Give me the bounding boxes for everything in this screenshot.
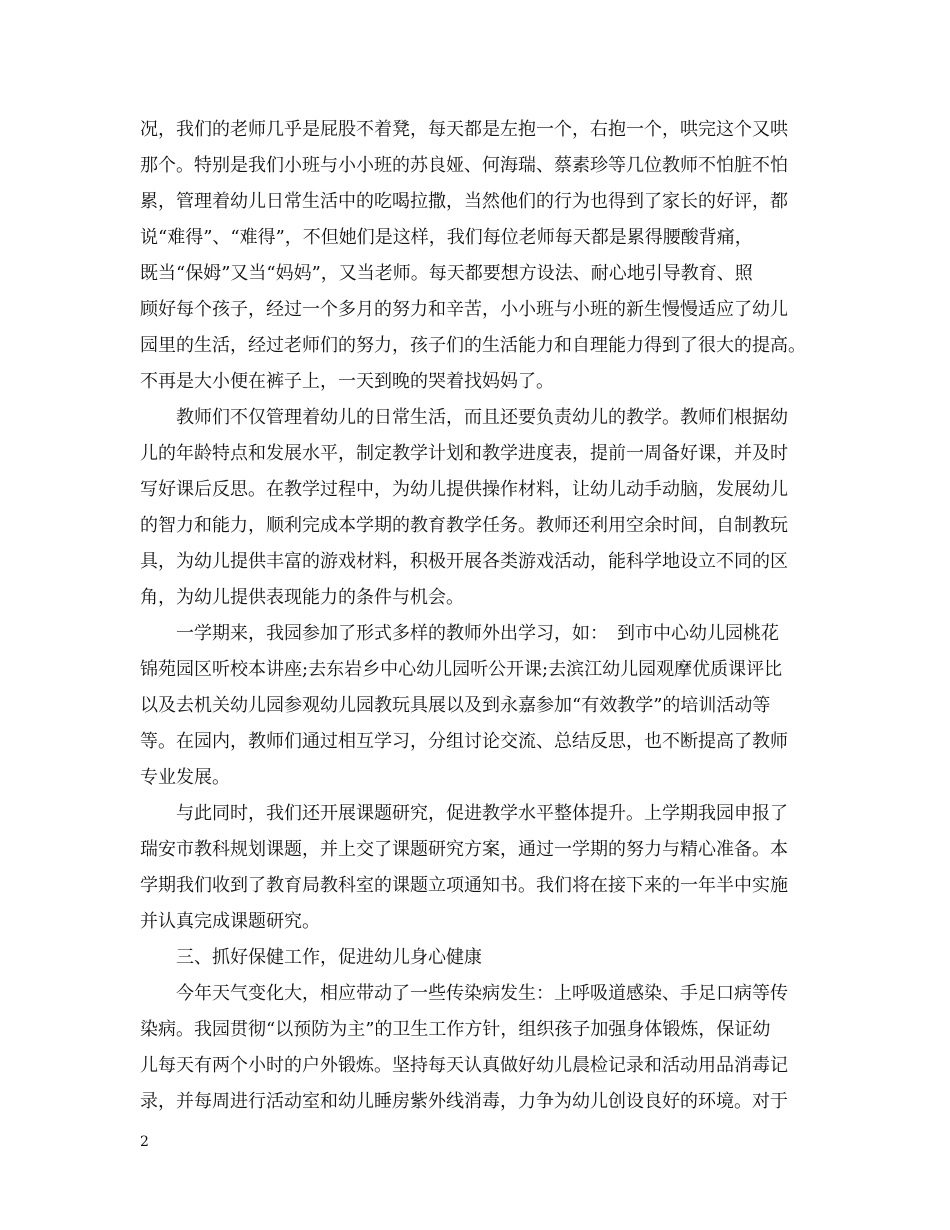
paragraph-start-line: 与此同时，我们还开展课题研究，促进教学水平整体提升。上学期我园申报了	[176, 803, 788, 824]
text-line: 儿的年龄特点和发展水平，制定教学计划和教学进度表，提前一周备好课，并及时	[140, 443, 788, 464]
text-line: 录，并每周进行活动室和幼儿睡房紫外线消毒，力争为幼儿创设良好的环境。对于	[140, 1091, 788, 1112]
text-line: 写好课后反思。在教学过程中，为幼儿提供操作材料，让幼儿动手动脑，发展幼儿	[140, 479, 788, 500]
page-number: 2	[140, 1134, 149, 1150]
text-line: 累，管理着幼儿日常生活中的吃喝拉撒，当然他们的行为也得到了家长的好评，都	[140, 191, 788, 212]
text-line: 瑞安市教科规划课题，并上交了课题研究方案，通过一学期的努力与精心准备。本	[140, 839, 788, 860]
text-line: 具，为幼儿提供丰富的游戏材料，积极开展各类游戏活动，能科学地设立不同的区	[140, 551, 788, 572]
text-line: 说“难得”、“难得”，不但她们是这样，我们每位老师每天都是累得腰酸背痛，	[140, 227, 753, 248]
text-line: 并认真完成课题研究。	[140, 911, 320, 932]
text-line: 等。在园内，教师们通过相互学习，分组讨论交流、总结反思，也不断提高了教师	[140, 731, 788, 752]
text-line: 角，为幼儿提供表现能力的条件与机会。	[140, 587, 464, 608]
text-line: 不再是大小便在裤子上，一天到晚的哭着找妈妈了。	[140, 371, 554, 392]
text-line: 况，我们的老师几乎是屁股不着凳，每天都是左抱一个，右抱一个，哄完这个又哄	[140, 119, 788, 140]
text-line: 那个。特别是我们小班与小小班的苏良娅、何海瑞、蔡素珍等几位教师不怕脏不怕	[140, 155, 788, 176]
text-line: 学期我们收到了教育局教科室的课题立项通知书。我们将在接下来的一年半中实施	[140, 875, 788, 896]
paragraph-start-line: 今年天气变化大，相应带动了一些传染病发生：上呼吸道感染、手足口病等传	[176, 983, 788, 1004]
text-line: 染病。我园贯彻“以预防为主”的卫生工作方针，组织孩子加强身体锻炼，保证幼	[140, 1019, 771, 1040]
text-line: 的智力和能力，顺利完成本学期的教育教学任务。教师还利用空余时间，自制教玩	[140, 515, 788, 536]
paragraph-start-line: 一学期来，我园参加了形式多样的教师外出学习，如： 到市中心幼儿园桃花	[176, 623, 779, 644]
paragraph-start-line: 教师们不仅管理着幼儿的日常生活，而且还要负责幼儿的教学。教师们根据幼	[176, 407, 788, 428]
section-heading: 三、抓好保健工作，促进幼儿身心健康	[176, 947, 482, 968]
text-line: 专业发展。	[140, 767, 230, 788]
text-line: 既当“保姆”又当“妈妈”，又当老师。每天都要想方设法、耐心地引导教育、照	[140, 263, 753, 284]
text-line: 锦苑园区听校本讲座;去东岩乡中心幼儿园听公开课;去滨江幼儿园观摩优质课评比	[140, 659, 783, 680]
text-line: 儿每天有两个小时的户外锻炼。坚持每天认真做好幼儿晨检记录和活动用品消毒记	[140, 1055, 788, 1076]
body-text	[140, 112, 810, 1120]
text-line: 以及去机关幼儿园参观幼儿园教玩具展以及到永嘉参加“有效教学”的培训活动等	[140, 695, 771, 716]
text-line: 园里的生活，经过老师们的努力，孩子们的生活能力和自理能力得到了很大的提高。	[140, 335, 806, 356]
text-line: 顾好每个孩子，经过一个多月的努力和辛苦，小小班与小班的新生慢慢适应了幼儿	[140, 299, 788, 320]
